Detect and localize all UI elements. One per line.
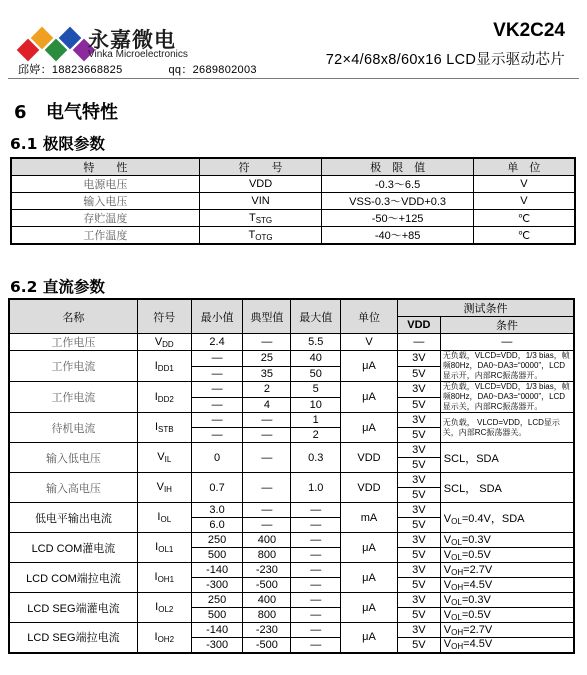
param-vdd: 5V [397,458,440,473]
param-min: — [191,397,243,413]
param-symbol: $T_{OTG}$ [199,227,322,245]
param-max: 40 [291,351,341,367]
param-condition: $V_{OL}=0.3V$ [440,533,574,548]
param-typ: -230 [243,563,291,578]
param-condition: $V_{OL}=0.3V$ [440,593,574,608]
param-vdd: 5V [397,608,440,623]
param-min: 250 [191,533,243,548]
param-vdd: 3V [397,563,440,578]
dc-header-max: 最大值 [291,299,341,334]
param-max: 2 [291,428,341,443]
param-min: 3.0 [191,503,243,518]
param-vdd: 3V [397,413,440,428]
param-condition: — [440,334,574,351]
table-row [9,503,574,518]
table-row [9,473,574,488]
table-row [9,593,574,608]
param-max: 1.0 [291,473,341,503]
param-max: — [291,608,341,623]
param-typ: 400 [243,533,291,548]
param-typ: 800 [243,608,291,623]
param-typ: 400 [243,593,291,608]
param-unit: ℃ [473,210,575,227]
param-symbol: $I_{OH1}$ [137,563,191,593]
param-unit: V [473,193,575,210]
param-name: 存贮温度 [11,210,199,227]
section-number: 6 [14,102,27,123]
table-row [9,443,574,458]
brand-name-en: Vinka Microelectronics [88,49,188,60]
param-min: — [191,351,243,367]
table-row [11,227,575,245]
table-row [9,382,574,398]
param-vdd: 3V [397,443,440,458]
param-vdd: 3V [397,382,440,398]
param-typ: — [243,518,291,533]
param-condition: $V_{OH}=2.7V$ [440,623,574,638]
param-condition: SCL，SDA [440,443,574,473]
param-symbol: $I_{OL1}$ [137,533,191,563]
param-name: 输入电压 [11,193,199,210]
param-condition: $V_{OH}=4.5V$ [440,638,574,653]
param-value: -50～+125 [322,210,474,227]
contact-qq: qq：2689802003 [168,64,257,76]
table-row [9,563,574,578]
param-symbol: $I_{STB}$ [137,413,191,443]
param-max: — [291,518,341,533]
param-condition: $V_{OL}=0.5V$ [440,608,574,623]
section-heading [14,98,118,124]
abs-max-table [10,157,576,245]
param-typ: 2 [243,382,291,398]
param-max: 5.5 [291,334,341,351]
section-title: 电气特性 [46,102,118,123]
param-min: -300 [191,638,243,653]
table-row [9,334,574,351]
param-vdd: 5V [397,638,440,653]
param-symbol: $I_{DD1}$ [137,351,191,382]
param-name: 输入高电压 [9,473,137,503]
param-symbol: VIN [199,193,322,210]
dc-header-cond: 条件 [440,317,574,334]
param-min: 0 [191,443,243,473]
param-name: 输入低电压 [9,443,137,473]
table-row [11,193,575,210]
param-min: 250 [191,593,243,608]
param-typ: — [243,473,291,503]
abs-header-cell: 极 限 值 [322,158,474,176]
param-symbol: $V_{DD}$ [137,334,191,351]
param-typ: -500 [243,578,291,593]
param-unit: VDD [341,473,398,503]
param-value: -40～+85 [322,227,474,245]
param-max: 0.3 [291,443,341,473]
param-condition: $V_{OL}=0.5V$ [440,548,574,563]
param-name: 工作电流 [9,382,137,413]
param-unit: μA [341,413,398,443]
param-vdd: 3V [397,593,440,608]
param-min: — [191,382,243,398]
param-max: 10 [291,397,341,413]
param-vdd: 5V [397,397,440,413]
param-vdd: 5V [397,578,440,593]
table-row [9,623,574,638]
abs-header-cell: 特 性 [11,158,199,176]
param-max: — [291,623,341,638]
table-row [9,533,574,548]
dc-header-min: 最小值 [191,299,243,334]
param-vdd: 3V [397,623,440,638]
dc-header-vdd: VDD [397,317,440,334]
param-max: — [291,593,341,608]
param-vdd: 3V [397,503,440,518]
contact-mobile: 邱婷：18823668825 [18,64,123,76]
param-value: VSS-0.3～VDD+0.3 [322,193,474,210]
param-typ: — [243,503,291,518]
param-name: LCD SEG端灌电流 [9,593,137,623]
chip-subtitle: 72×4/68x8/60x16 LCD显示驱动芯片 [325,52,565,68]
param-max: — [291,533,341,548]
param-vdd: 5V [397,366,440,382]
param-condition: $V_{OL}=0.4V$，SDA [440,503,574,533]
param-typ: — [243,443,291,473]
param-unit: μA [341,382,398,413]
contact-info [18,61,257,77]
param-symbol: $I_{OL2}$ [137,593,191,623]
param-symbol: $I_{OL}$ [137,503,191,533]
param-unit: VDD [341,443,398,473]
table-row [11,176,575,193]
param-max: — [291,638,341,653]
param-name: LCD SEG端拉电流 [9,623,137,653]
param-name: LCD COM端拉电流 [9,563,137,593]
param-typ: 4 [243,397,291,413]
param-unit: V [341,334,398,351]
param-condition: $V_{OH}=4.5V$ [440,578,574,593]
dc-header-name: 名称 [9,299,137,334]
param-typ: — [243,428,291,443]
param-symbol: $I_{DD2}$ [137,382,191,413]
table-row [11,210,575,227]
param-typ: -230 [243,623,291,638]
param-min: 6.0 [191,518,243,533]
dc-header-test: 测试条件 [397,299,574,317]
param-min: -140 [191,623,243,638]
param-name: 电源电压 [11,176,199,193]
param-condition: $V_{OH}=2.7V$ [440,563,574,578]
param-vdd: 3V [397,533,440,548]
param-name: 工作温度 [11,227,199,245]
param-condition: 无负载，VLCD=VDD，1/3 bias，帧频80Hz，DA0~DA3=“0000”，LCD 显示关，内部RC振荡器开。 [440,382,574,413]
param-min: 2.4 [191,334,243,351]
param-min: -140 [191,563,243,578]
param-max: — [291,503,341,518]
param-condition: 无负载，VLCD=VDD，1/3 bias，帧频80Hz，DA0~DA3=“0000”，LCD 显示开，内部RC振荡器开。 [440,351,574,382]
param-condition: 无负载， VLCD=VDD，LCD显示关，内部RC振荡器关。 [440,413,574,443]
dc-header-unit: 单位 [341,299,398,334]
param-vdd: 5V [397,428,440,443]
param-unit: μA [341,623,398,653]
param-unit: μA [341,533,398,563]
param-vdd: 3V [397,473,440,488]
dc-heading: 6.2 直流参数 [10,278,105,296]
table-row [9,413,574,428]
param-name: 待机电流 [9,413,137,443]
param-name: 工作电压 [9,334,137,351]
table-row [9,351,574,367]
param-typ: — [243,413,291,428]
param-typ: 800 [243,548,291,563]
dc-params-table [8,298,575,654]
param-name: 低电平输出电流 [9,503,137,533]
param-max: 50 [291,366,341,382]
param-symbol: $I_{OH2}$ [137,623,191,653]
chip-title: VK2C24 [493,20,565,41]
param-max: — [291,578,341,593]
param-min: 500 [191,608,243,623]
param-max: 1 [291,413,341,428]
param-vdd: 5V [397,518,440,533]
param-unit: μA [341,351,398,382]
param-unit: μA [341,563,398,593]
param-min: 0.7 [191,473,243,503]
param-unit: V [473,176,575,193]
abs-max-heading: 6.1 极限参数 [10,135,105,153]
param-value: -0.3～6.5 [322,176,474,193]
param-name: 工作电流 [9,351,137,382]
param-symbol: $V_{IL}$ [137,443,191,473]
param-max: — [291,548,341,563]
param-symbol: $T_{STG}$ [199,210,322,227]
param-condition: SCL， SDA [440,473,574,503]
param-max: 5 [291,382,341,398]
param-typ: 35 [243,366,291,382]
brand-name-cn: 永嘉微电 [88,27,176,52]
param-vdd: 5V [397,488,440,503]
param-name: LCD COM灌电流 [9,533,137,563]
param-unit: ℃ [473,227,575,245]
dc-header-sym: 符号 [137,299,191,334]
param-unit: mA [341,503,398,533]
param-vdd: — [397,334,440,351]
param-symbol: $V_{IH}$ [137,473,191,503]
param-min: 500 [191,548,243,563]
param-max: — [291,563,341,578]
param-symbol: VDD [199,176,322,193]
param-vdd: 5V [397,548,440,563]
param-min: -300 [191,578,243,593]
param-min: — [191,366,243,382]
param-vdd: 3V [397,351,440,367]
param-min: — [191,428,243,443]
abs-header-cell: 符 号 [199,158,322,176]
param-typ: 25 [243,351,291,367]
header-divider [8,78,579,79]
abs-header-cell: 单 位 [473,158,575,176]
dc-header-typ: 典型值 [243,299,291,334]
param-typ: — [243,334,291,351]
param-typ: -500 [243,638,291,653]
param-unit: μA [341,593,398,623]
param-min: — [191,413,243,428]
